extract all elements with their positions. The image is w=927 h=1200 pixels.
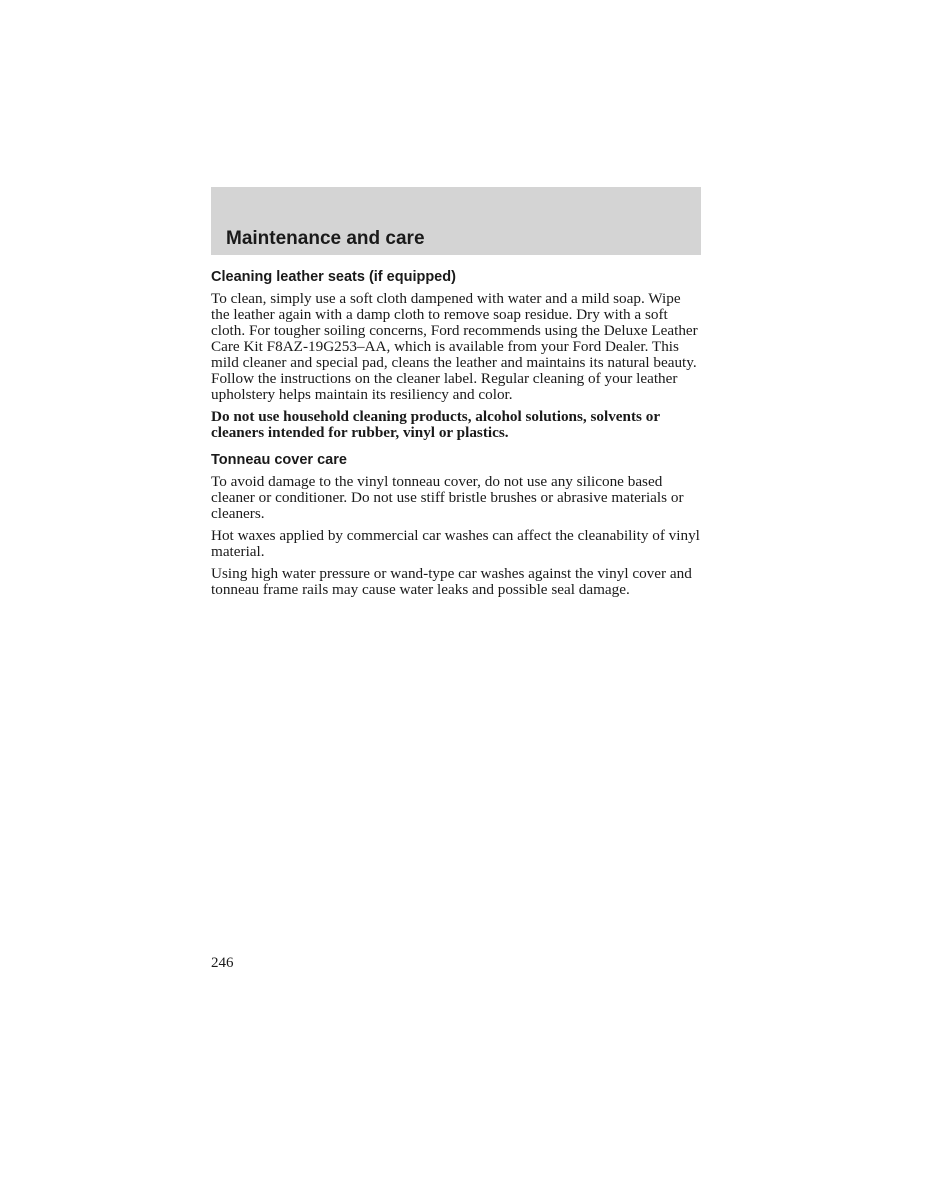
section-header-band	[211, 187, 701, 255]
paragraph-leather-cleaning: To clean, simply use a soft cloth dampened with water and a mild soap. Wipe the leather again with a damp cloth to remove soap residue. Dry with a soft cloth. For tougher soiling concerns, Ford recommends using the Deluxe Leather Care Kit F8AZ-19G253–AA, which is available from your Ford Dealer. This mild cleaner and special pad, cleans the leather and maintains its natural beauty. Follow the instructions on the cleaner label. Regular cleaning of your leather upholstery helps maintain its resiliency and color.	[211, 290, 698, 403]
section-tonneau-cover	[211, 451, 701, 598]
paragraph-tonneau-1: To avoid damage to the vinyl tonneau cover, do not use any silicone based cleaner or conditioner. Do not use stiff bristle brushes or abrasive materials or cleaners.	[211, 473, 684, 522]
section-leather-seats	[211, 268, 701, 441]
paragraph-tonneau-3: Using high water pressure or wand-type car washes against the vinyl cover and tonneau frame rails may cause water leaks and possible seal damage.	[211, 565, 692, 598]
page-title: Maintenance and care	[226, 228, 425, 249]
paragraph-tonneau-2: Hot waxes applied by commercial car washes can affect the cleanability of vinyl material.	[211, 527, 700, 560]
page-number: 246	[211, 955, 234, 971]
main-content	[211, 268, 701, 604]
section-heading-tonneau: Tonneau cover care	[211, 452, 347, 468]
warning-text: Do not use household cleaning products, alcohol solutions, solvents or cleaners intended for rubber, vinyl or plastics.	[211, 408, 660, 441]
section-heading-leather: Cleaning leather seats (if equipped)	[211, 269, 456, 285]
